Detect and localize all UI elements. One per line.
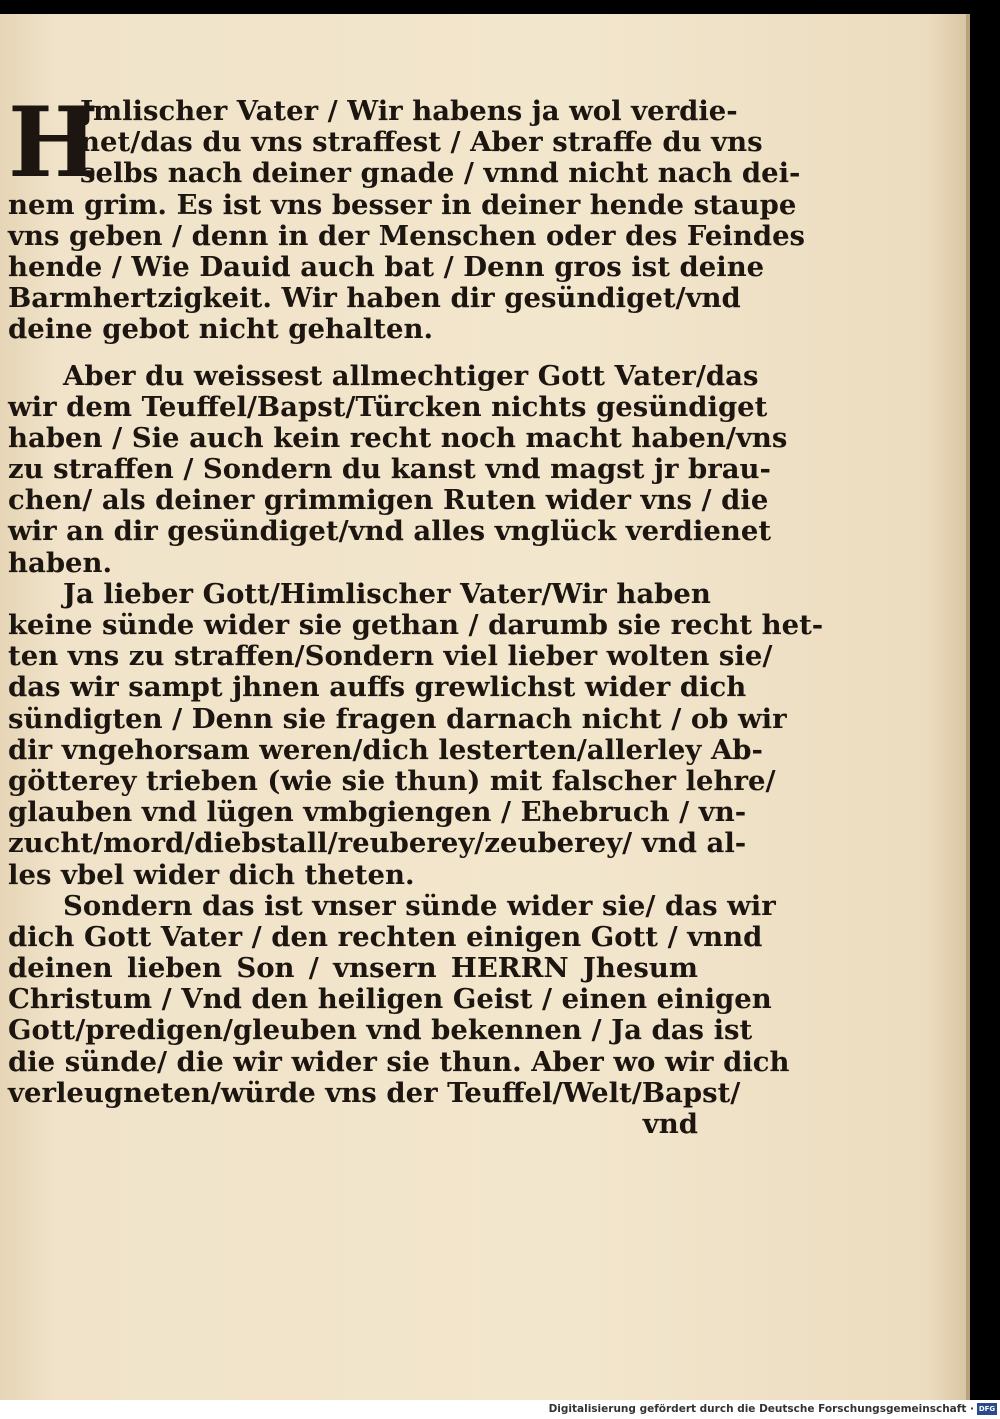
text-line: vns geben / denn in der Menschen oder des Feindes: [8, 219, 806, 252]
text-line: Aber du weissest allmechtiger Gott Vater/das: [63, 359, 759, 392]
text-line: deine gebot nicht gehalten.: [8, 313, 434, 346]
text-line: Sondern das ist vnser sünde wider sie/ das wir: [63, 889, 776, 922]
text-line: les vbel wider dich theten.: [8, 858, 415, 891]
text-line: götterey trieben (wie sie thun) mit falscher lehre/: [8, 764, 776, 797]
text-line: chen/ als deiner grimmigen Ruten wider vns / die: [8, 484, 769, 517]
footer-bar: [0, 1400, 1000, 1419]
text-line: zu straffen / Sondern du kanst vnd magst jr brau-: [8, 453, 771, 486]
text-line: haben.: [8, 546, 113, 579]
paragraph-2: [8, 359, 788, 579]
text-line: keine sünde wider sie gethan / darumb sie recht het-: [8, 609, 824, 641]
text-line: dir vngehorsam weren/dich lesterten/allerley Ab-: [8, 733, 763, 766]
text-line: Jmlischer Vater / Wir habens ja wol verdie-: [80, 95, 738, 127]
text-line: wir dem Teuffel/Bapst/Türcken nichts gesündiget: [8, 390, 768, 423]
text-line: ten vns zu straffen/Sondern viel lieber wolten sie/: [8, 640, 773, 673]
paragraph-1: [8, 86, 806, 346]
page-edge: [966, 14, 970, 1400]
text-line: Ja lieber Gott/Himlischer Vater/Wir haben: [63, 577, 711, 610]
text-line: verleugneten/würde vns der Teuffel/Welt/Bapst/: [8, 1076, 741, 1109]
catchword: vnd: [642, 1108, 698, 1140]
text-line: zucht/mord/diebstall/reuberey/zeuberey/ vnd al-: [8, 827, 747, 860]
text-line: Christum / Vnd den heiligen Geist / einen einigen: [8, 983, 772, 1016]
text-line: das wir sampt jhnen auffs grewlichst wider dich: [8, 671, 747, 704]
text-line: haben / Sie auch kein recht noch macht haben/vns: [8, 421, 788, 454]
text-line: hende / Wie Dauid auch bat / Denn gros ist deine: [8, 250, 765, 283]
text-line: selbs nach deiner gnade / vnnd nicht nach dei-: [80, 157, 801, 190]
paragraph-4: [8, 889, 790, 1109]
text-line: net/das du vns straffest / Aber straffe du vns: [80, 126, 763, 159]
text-line: Barmhertzigkeit. Wir haben dir gesündiget/vnd: [8, 282, 741, 315]
text-line: dich Gott Vater / den rechten einigen Gott / vnnd: [8, 920, 763, 953]
text-line: Gott/predigen/gleuben vnd bekennen / Ja das ist: [8, 1014, 753, 1047]
page-text: [8, 86, 824, 1140]
text-line: sündigten / Denn sie fragen darnach nicht / ob wir: [8, 702, 787, 735]
paragraph-3: [8, 577, 824, 891]
text-line: wir an dir gesündiget/vnd alles vnglück verdienet: [8, 515, 772, 548]
text-line: nem grim. Es ist vns besser in deiner hende staupe: [8, 188, 797, 221]
text-line: deinen lieben Son / vnsern HERRN Jhesum: [8, 952, 698, 985]
drop-initial: H: [8, 86, 99, 199]
text-line: die sünde/ die wir wider sie thun. Aber wo wir dich: [8, 1045, 790, 1078]
text-line: glauben vnd lügen vmbgiengen / Ehebruch / vn-: [8, 796, 747, 829]
funding-credit: Digitalisierung gefördert durch die Deutsche Forschungsgemeinschaft ·: [548, 1403, 974, 1415]
dfg-logo: DFG: [978, 1405, 996, 1413]
